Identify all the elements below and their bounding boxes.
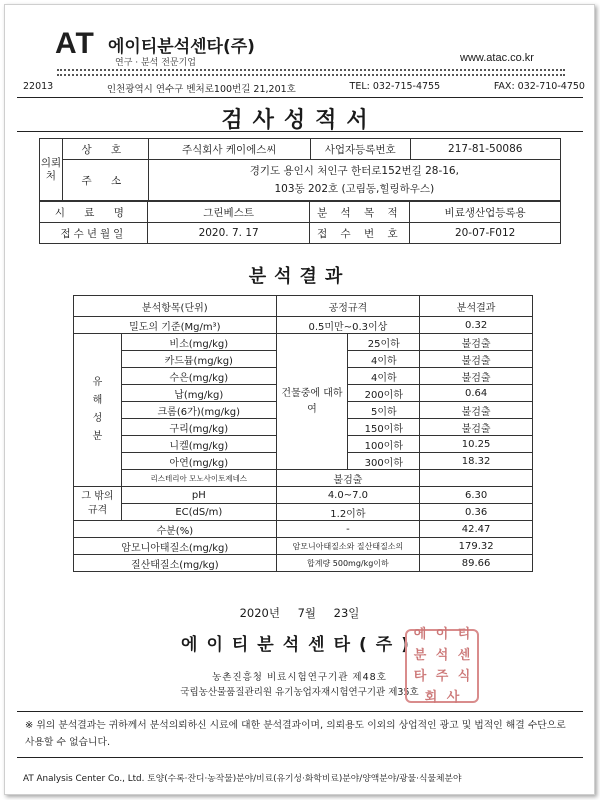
- postal-code: 22013: [23, 81, 54, 92]
- moisture-item: 수분(%): [74, 521, 277, 538]
- client-name: 주식회사 케이에스씨: [148, 139, 310, 160]
- harmful-spec: 4이하: [348, 368, 420, 385]
- harmful-value: 18.32: [420, 453, 533, 470]
- harmful-item: 니켈(mg/kg): [121, 436, 276, 453]
- seal-glyph: 식: [457, 669, 471, 684]
- title-rule: [17, 131, 583, 132]
- address: 인천광역시 연수구 벤처로100번길 21,201호: [106, 84, 296, 95]
- seal-glyph: 사: [446, 690, 460, 705]
- registration-2: 국립농산물품질관리원 유기농업자재시험연구기관 제35호: [180, 687, 419, 698]
- harmful-value: 불검출: [420, 334, 533, 351]
- seal-glyph: 분: [413, 648, 427, 663]
- purpose-value: 비료생산업등록용: [410, 202, 561, 223]
- harmful-item: 크롬(6가)(mg/kg): [121, 402, 276, 419]
- footer-text: AT Analysis Center Co., Ltd. 토양(수록·잔디·농작물)분야/비료(유기성·화학비료)분야/양액분야/광물·식물체분야: [23, 774, 462, 784]
- harmful-spec: 5이하: [348, 402, 420, 419]
- harmful-item: 수은(mg/kg): [121, 368, 276, 385]
- fax: FAX: 032-710-4750: [493, 81, 585, 92]
- issuer-name: 에이티분석센타(주): [181, 635, 418, 655]
- title-rule: [17, 97, 583, 98]
- listeria-blank: [420, 470, 533, 487]
- harmful-item: 비소(mg/kg): [121, 334, 276, 351]
- seal-glyph: 석: [435, 648, 449, 663]
- received-date: 2020. 7. 17: [147, 223, 310, 244]
- seal-glyph: 이: [435, 627, 449, 642]
- harmful-spec: 150이하: [348, 419, 420, 436]
- header-divider: [57, 74, 565, 76]
- seal-glyph: 티: [457, 627, 471, 642]
- ph-item: pH: [121, 487, 276, 504]
- purpose-label: 분 석 목 적: [310, 202, 410, 223]
- ammonia-value: 179.32: [420, 538, 533, 555]
- harmful-item: 납(mg/kg): [121, 385, 276, 402]
- company-name: 에이티분석센타(주): [108, 37, 255, 57]
- notice-rule: [17, 711, 583, 712]
- listeria-value: 불검출: [276, 470, 420, 487]
- results-title: 분석결과: [248, 266, 351, 287]
- ec-item: EC(dS/m): [121, 504, 276, 521]
- receipt-no: 20-07-F012: [410, 223, 561, 244]
- seal-glyph: 회: [424, 690, 438, 705]
- harmful-value: 0.64: [420, 385, 533, 402]
- harmful-value: 불검출: [420, 402, 533, 419]
- nitrate-item: 질산태질소(mg/kg): [74, 555, 277, 572]
- client-group-label: 의뢰처: [40, 139, 63, 201]
- results-table: [73, 295, 533, 572]
- client-address: [148, 160, 560, 201]
- harmful-spec: 300이하: [348, 453, 420, 470]
- sample-name: 그린베스트: [147, 202, 310, 223]
- ec-value: 0.36: [420, 504, 533, 521]
- address-line-2: 103동 202호 (고림동,힐링하우스): [274, 183, 435, 195]
- header-divider: [57, 69, 565, 71]
- harmful-item: 구리(mg/kg): [121, 419, 276, 436]
- harmful-value: 불검출: [420, 351, 533, 368]
- ec-spec: 1.2이하: [276, 504, 420, 521]
- harmful-spec: 4이하: [348, 351, 420, 368]
- address-label: 주 소: [62, 160, 148, 201]
- seal-glyph: 에: [413, 627, 427, 642]
- bizno-label: 사업자등록번호: [310, 139, 410, 160]
- harmful-spec: 25이하: [348, 334, 420, 351]
- harmful-spec: 100이하: [348, 436, 420, 453]
- moisture-value: 42.47: [420, 521, 533, 538]
- harmful-value: 불검출: [420, 419, 533, 436]
- seal-glyph: 주: [435, 669, 449, 684]
- harmful-item: 카드뮴(mg/kg): [121, 351, 276, 368]
- issue-date: 2020년 7월 23일: [239, 606, 360, 620]
- registration-1: 농촌진흥청 비료시험연구기관 제48호: [212, 672, 387, 683]
- footer-rule: [17, 757, 583, 758]
- received-date-label: 접수년월일: [40, 223, 148, 244]
- document-title: 검사성적서: [221, 108, 378, 133]
- sample-info-table: [39, 201, 561, 244]
- moisture-spec: -: [276, 521, 420, 538]
- seal-glyph: 타: [413, 669, 427, 684]
- col-item: 분석항목(단위): [74, 296, 277, 317]
- harmful-value: 불검출: [420, 368, 533, 385]
- official-seal: [405, 629, 479, 703]
- bizno-value: 217-81-50086: [410, 139, 561, 160]
- website-link[interactable]: www.atac.co.kr: [460, 52, 534, 64]
- telephone: TEL: 032-715-4755: [349, 81, 441, 92]
- notice-text: ※ 위의 분석결과는 귀하께서 분석의뢰하신 시료에 대한 분석결과이며, 의뢰용도 이외의 상업적인 광고 및 법적인 해결 수단으로 사용할 수 없습니다.: [25, 720, 566, 748]
- company-tagline: 연구 · 분석 전문기업: [115, 58, 196, 68]
- other-group-label: 그 밖의 규격: [74, 487, 122, 521]
- density-value: 0.32: [420, 317, 533, 334]
- client-info-table: [39, 138, 561, 201]
- harmful-item: 아연(mg/kg): [121, 453, 276, 470]
- ph-value: 6.30: [420, 487, 533, 504]
- ph-spec: 4.0~7.0: [276, 487, 420, 504]
- nitrogen-spec-1: 암모니아태질소와 질산태질소의: [276, 538, 420, 555]
- col-result: 분석결과: [420, 296, 533, 317]
- harmful-value: 10.25: [420, 436, 533, 453]
- harmful-spec-basis: 건물중에 대하여: [276, 334, 348, 470]
- address-line-1: 경기도 용인시 처인구 한터로152번길 28-16,: [249, 165, 459, 177]
- receipt-no-label: 접 수 번 호: [310, 223, 410, 244]
- ammonia-item: 암모니아태질소(mg/kg): [74, 538, 277, 555]
- density-spec: 0.5미만~0.3이상: [276, 317, 420, 334]
- report-sheet: [4, 4, 595, 795]
- density-label: 밀도의 기준(Mg/m³): [74, 317, 277, 334]
- col-spec: 공정규격: [276, 296, 420, 317]
- sample-label: 시 료 명: [40, 202, 148, 223]
- company-logo: AT: [55, 27, 95, 60]
- harmful-group-label: 유해성분: [74, 334, 122, 487]
- harmful-spec: 200이하: [348, 385, 420, 402]
- listeria-item: 리스테리아 모노사이토제네스: [121, 470, 276, 487]
- nitrate-value: 89.66: [420, 555, 533, 572]
- name-label: 상 호: [62, 139, 148, 160]
- address-line: [23, 81, 585, 95]
- seal-glyph: 센: [457, 648, 471, 663]
- nitrogen-spec-2: 합계량 500mg/kg이하: [276, 555, 420, 572]
